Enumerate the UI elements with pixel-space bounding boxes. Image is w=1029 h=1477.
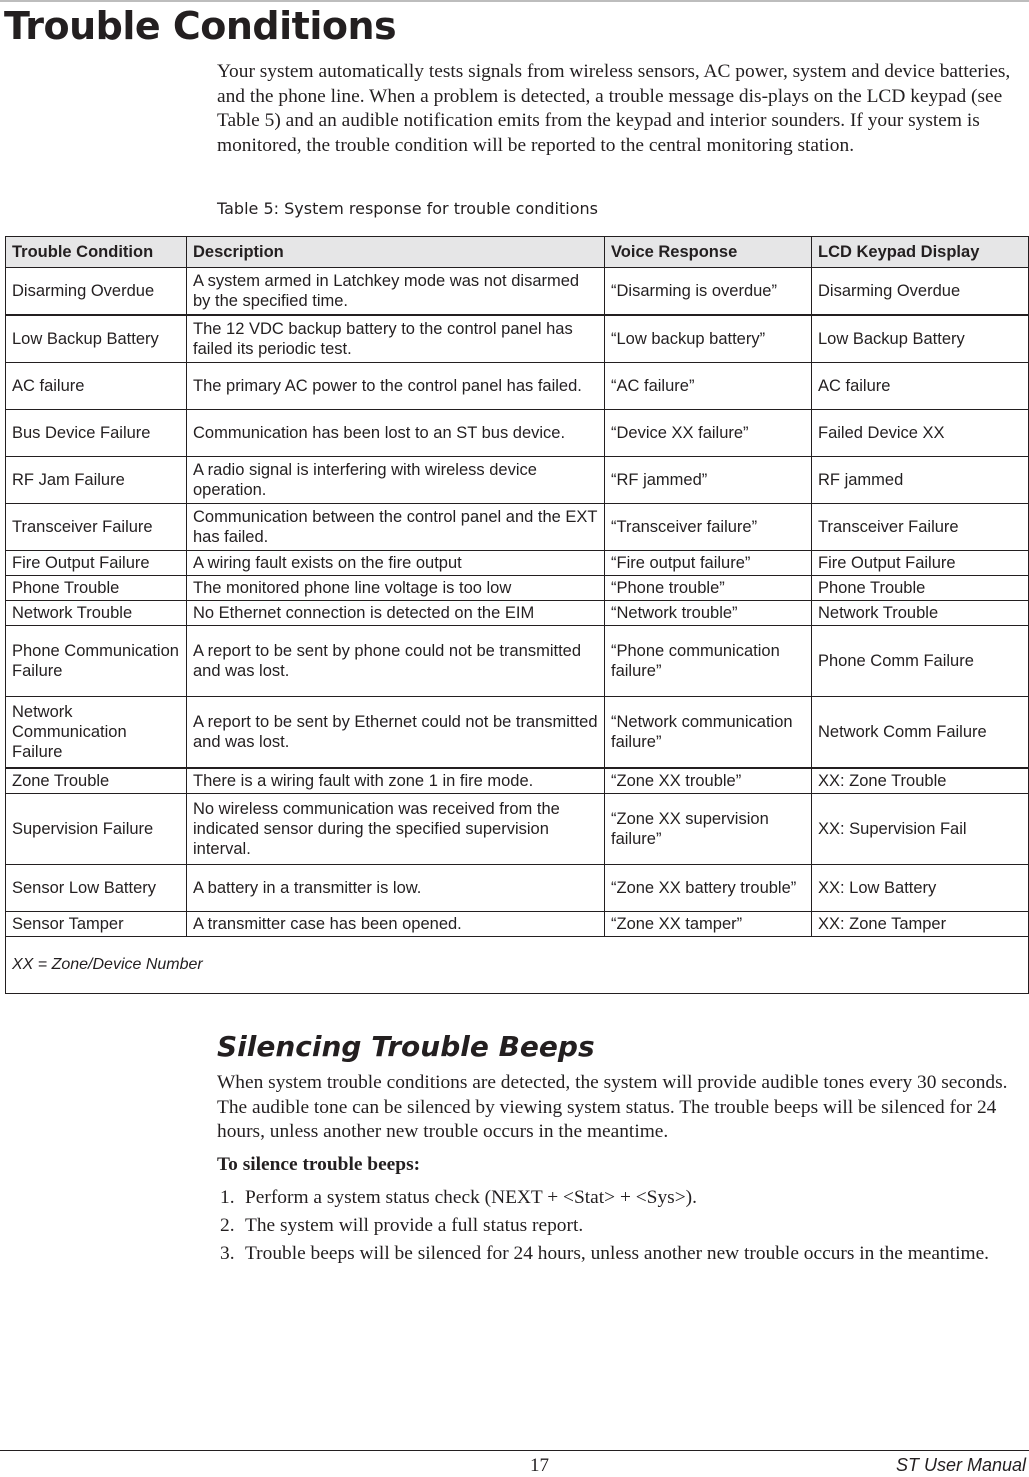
cell-description: No Ethernet connection is detected on the EIM <box>187 601 605 626</box>
step-number: 3. <box>220 1243 235 1264</box>
cell-voice: “Zone XX tamper” <box>605 912 812 937</box>
cell-description: A radio signal is interfering with wireless device operation. <box>187 457 605 504</box>
cell-description: There is a wiring fault with zone 1 in fire mode. <box>187 768 605 794</box>
table-row <box>6 601 1029 626</box>
procedure-title: To silence trouble beeps: <box>217 1154 421 1175</box>
cell-voice: “Network communication failure” <box>605 697 812 769</box>
cell-description: A system armed in Latchkey mode was not disarmed by the specified time. <box>187 268 605 316</box>
table-row <box>6 551 1029 576</box>
header-lcd-display: LCD Keypad Display <box>812 237 1029 268</box>
table-row <box>6 912 1029 937</box>
cell-voice: “Zone XX battery trouble” <box>605 865 812 912</box>
cell-condition: Phone Communication Failure <box>6 626 187 697</box>
cell-lcd: XX: Zone Trouble <box>812 768 1029 794</box>
table-header-row <box>6 237 1029 268</box>
header-voice-response: Voice Response <box>605 237 812 268</box>
cell-voice: “Disarming is overdue” <box>605 268 812 316</box>
cell-description: The 12 VDC backup battery to the control panel has failed its periodic test. <box>187 315 605 363</box>
cell-lcd: XX: Supervision Fail <box>812 794 1029 865</box>
table-row <box>6 697 1029 769</box>
intro-paragraph: Your system automatically tests signals from wireless sensors, AC power, system and device batteries, and the phone line. When a problem is detected, a trouble message dis-plays on the LCD keypad (see Table 5) and an audible notification emits from the keypad and interior sounders. If your system is monitored, the trouble condition will be reported to the central monitoring station. <box>217 61 1011 156</box>
cell-condition: AC failure <box>6 363 187 410</box>
silencing-heading: Silencing Trouble Beeps <box>217 1030 595 1063</box>
table-caption: Table 5: System response for trouble conditions <box>217 199 598 218</box>
cell-voice: “Transceiver failure” <box>605 504 812 551</box>
page-title: Trouble Conditions <box>4 4 397 48</box>
table-row <box>6 457 1029 504</box>
cell-condition: Sensor Tamper <box>6 912 187 937</box>
cell-voice: “Zone XX supervision failure” <box>605 794 812 865</box>
cell-voice: “Network trouble” <box>605 601 812 626</box>
cell-voice: “Device XX failure” <box>605 410 812 457</box>
cell-description: A wiring fault exists on the fire output <box>187 551 605 576</box>
cell-voice: “Phone communication failure” <box>605 626 812 697</box>
cell-condition: Sensor Low Battery <box>6 865 187 912</box>
list-item <box>217 1185 1022 1210</box>
cell-lcd: Fire Output Failure <box>812 551 1029 576</box>
cell-description: A battery in a transmitter is low. <box>187 865 605 912</box>
cell-lcd: RF jammed <box>812 457 1029 504</box>
table-row <box>6 865 1029 912</box>
cell-condition: RF Jam Failure <box>6 457 187 504</box>
cell-condition: Low Backup Battery <box>6 315 187 363</box>
cell-description: A report to be sent by phone could not be transmitted and was lost. <box>187 626 605 697</box>
trouble-conditions-table <box>5 236 1029 994</box>
cell-lcd: Low Backup Battery <box>812 315 1029 363</box>
cell-condition: Zone Trouble <box>6 768 187 794</box>
cell-lcd: Phone Comm Failure <box>812 626 1029 697</box>
cell-voice: “Fire output failure” <box>605 551 812 576</box>
cell-condition: Supervision Failure <box>6 794 187 865</box>
cell-voice: “Zone XX trouble” <box>605 768 812 794</box>
silencing-paragraph: When system trouble conditions are detected, the system will provide audible tones every 30 seconds. The audible tone can be silenced by viewing system status. The trouble beeps will be silenced for 24 hours, unless another new trouble occurs in the meantime. <box>217 1072 1008 1143</box>
cell-description: No wireless communication was received from the indicated sensor during the specified supervision interval. <box>187 794 605 865</box>
manual-name: ST User Manual <box>895 1455 1026 1475</box>
cell-description: The primary AC power to the control panel has failed. <box>187 363 605 410</box>
table-row <box>6 768 1029 794</box>
page-number: 17 <box>530 1455 549 1476</box>
cell-description: Communication between the control panel and the EXT has failed. <box>187 504 605 551</box>
step-text: Trouble beeps will be silenced for 24 hours, unless another new trouble occurs in the meantime. <box>245 1243 990 1264</box>
cell-condition: Bus Device Failure <box>6 410 187 457</box>
cell-condition: Transceiver Failure <box>6 504 187 551</box>
table-row <box>6 576 1029 601</box>
table-row <box>6 794 1029 865</box>
step-text: Perform a system status check (NEXT + <Stat> + <Sys>). <box>245 1187 697 1208</box>
step-number: 2. <box>220 1215 235 1236</box>
top-rule <box>0 0 1029 2</box>
table-footnote-row <box>6 937 1029 994</box>
procedure-steps <box>217 1185 1022 1269</box>
list-item <box>217 1213 1022 1238</box>
cell-description: Communication has been lost to an ST bus device. <box>187 410 605 457</box>
cell-lcd: Network Trouble <box>812 601 1029 626</box>
cell-description: The monitored phone line voltage is too low <box>187 576 605 601</box>
table-row <box>6 504 1029 551</box>
cell-voice: “Low backup battery” <box>605 315 812 363</box>
step-text: The system will provide a full status report. <box>245 1215 584 1236</box>
footer-rule <box>0 1450 1029 1451</box>
cell-condition: Disarming Overdue <box>6 268 187 316</box>
cell-description: A report to be sent by Ethernet could not be transmitted and was lost. <box>187 697 605 769</box>
cell-condition: Network Trouble <box>6 601 187 626</box>
cell-lcd: XX: Low Battery <box>812 865 1029 912</box>
cell-lcd: Network Comm Failure <box>812 697 1029 769</box>
cell-lcd: Failed Device XX <box>812 410 1029 457</box>
table-row <box>6 410 1029 457</box>
table-row <box>6 315 1029 363</box>
cell-voice: “Phone trouble” <box>605 576 812 601</box>
cell-lcd: Disarming Overdue <box>812 268 1029 316</box>
cell-voice: “AC failure” <box>605 363 812 410</box>
cell-lcd: AC failure <box>812 363 1029 410</box>
table-row <box>6 626 1029 697</box>
cell-voice: “RF jammed” <box>605 457 812 504</box>
table-row <box>6 268 1029 316</box>
table-footnote: XX = Zone/Device Number <box>6 937 1029 994</box>
cell-condition: Phone Trouble <box>6 576 187 601</box>
step-number: 1. <box>220 1187 235 1208</box>
header-trouble-condition: Trouble Condition <box>6 237 187 268</box>
cell-lcd: XX: Zone Tamper <box>812 912 1029 937</box>
header-description: Description <box>187 237 605 268</box>
list-item <box>217 1241 1022 1266</box>
cell-condition: Network Communication Failure <box>6 697 187 769</box>
cell-condition: Fire Output Failure <box>6 551 187 576</box>
cell-lcd: Phone Trouble <box>812 576 1029 601</box>
cell-description: A transmitter case has been opened. <box>187 912 605 937</box>
cell-lcd: Transceiver Failure <box>812 504 1029 551</box>
table-row <box>6 363 1029 410</box>
